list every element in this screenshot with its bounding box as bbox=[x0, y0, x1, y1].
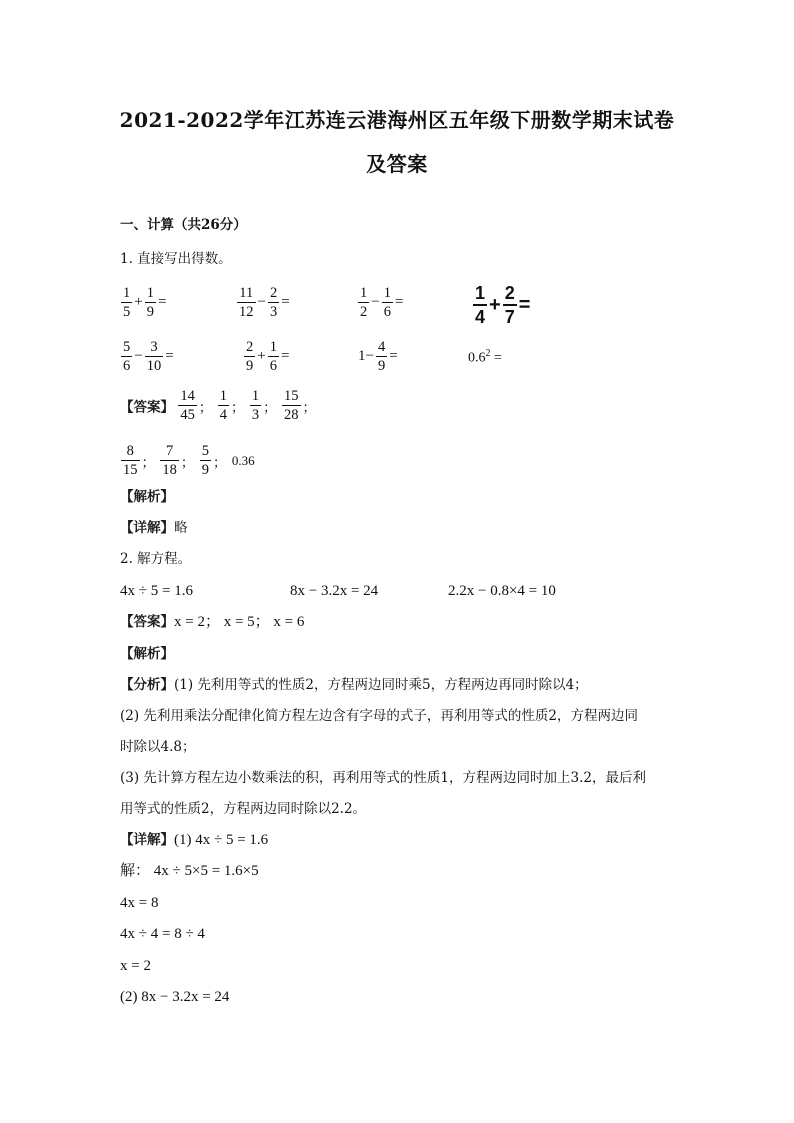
analysis-label: 【解析】 bbox=[120, 489, 174, 505]
equation-1: 4x ÷ 5 = 1.6 bbox=[120, 583, 193, 599]
fenxi-line-4: (3) 先计算方程左边小数乘法的积，再利用等式的性质1，方程两边同时加上3.2，最后利 bbox=[120, 770, 646, 786]
fenxi-line-2: (2) 先利用乘法分配律化简方程左边含有字母的式子，再利用等式的性质2，方程两边同 bbox=[120, 708, 639, 724]
expression-e: $\frac{5}{6}$ − $\frac{3}{10}$ = bbox=[123, 339, 174, 374]
detail-line: 【详解】略 bbox=[120, 520, 188, 536]
document-title: 2021-2022学年江苏连云港海州区五年级下册数学期末试卷 bbox=[119, 108, 675, 132]
fenxi-line-3: 时除以4.8； bbox=[120, 739, 196, 755]
expression-d: $\frac{1}{4}$ + $\frac{2}{7}$ = bbox=[475, 283, 531, 327]
expression-f: $\frac{2}{9}$ + $\frac{1}{6}$ = bbox=[246, 339, 290, 374]
detail-2-equation: (2) 8x − 3.2x = 24 bbox=[120, 989, 230, 1005]
expression-a: $\frac{1}{5}$ + $\frac{1}{9}$ = bbox=[123, 285, 167, 320]
analysis-label-2: 【解析】 bbox=[120, 646, 174, 662]
solution-step-4: x = 2 bbox=[120, 958, 151, 974]
fenxi-line-5: 用等式的性质2，方程两边同时除以2.2。 bbox=[120, 801, 367, 817]
expression-b: $\frac{11}{12}$ − $\frac{2}{3}$ = bbox=[239, 285, 290, 320]
detail-line-2: 【详解】(1) 4x ÷ 5 = 1.6 bbox=[120, 832, 269, 848]
section-heading: 一、计算（共26分） bbox=[120, 217, 247, 233]
fenxi-line-1: 【分析】(1) 先利用等式的性质2，方程两边同时乘5，方程两边再同时除以4； bbox=[120, 677, 588, 693]
question-1-stem: 1. 直接写出得数。 bbox=[120, 251, 232, 267]
solution-step-1: 解： 4x ÷ 5×5 = 1.6×5 bbox=[120, 863, 259, 879]
equation-2: 8x − 3.2x = 24 bbox=[290, 583, 379, 599]
answer-row-2: $\frac{8}{15}$ ； $\frac{7}{18}$ ； $\frac{5}{9}$ ； 0.36 bbox=[123, 443, 255, 478]
answer-line: 【答案】x = 2； x = 5； x = 6 bbox=[120, 614, 305, 630]
expression-h: $0.6^2$ = bbox=[468, 348, 502, 366]
document-title-continued: 及答案 bbox=[366, 152, 428, 176]
expression-c: $\frac{1}{2}$ − $\frac{1}{6}$ = bbox=[360, 285, 404, 320]
question-2-stem: 2. 解方程。 bbox=[120, 551, 192, 567]
equation-3: 2.2x − 0.8×4 = 10 bbox=[448, 583, 556, 599]
expression-g: 1− $\frac{4}{9}$ = bbox=[358, 339, 398, 374]
answer-label: 【答案】 bbox=[120, 399, 174, 415]
solution-step-2: 4x = 8 bbox=[120, 895, 159, 911]
answer-row-1: 【答案】 $\frac{14}{45}$ ； $\frac{1}{4}$ ； $\frac{1}{3}$ ； $\frac{15}{28}$ ； bbox=[120, 388, 316, 423]
solution-step-3: 4x ÷ 4 = 8 ÷ 4 bbox=[120, 926, 205, 942]
